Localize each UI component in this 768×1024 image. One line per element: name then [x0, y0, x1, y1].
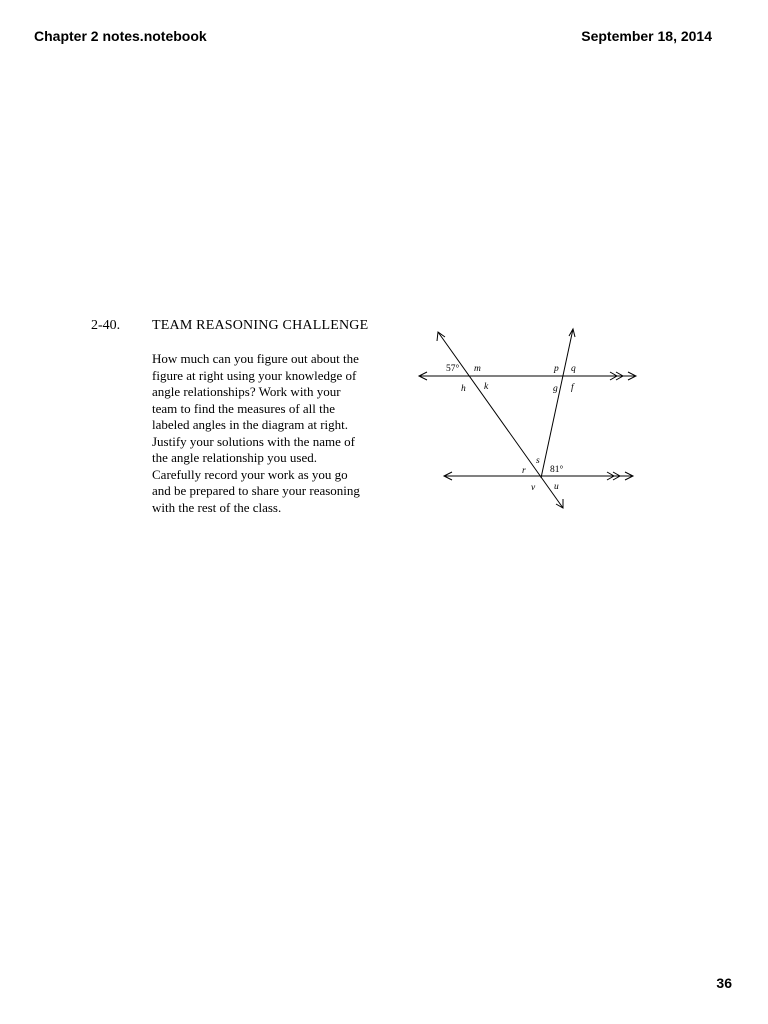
problem-body-line: and be prepared to share your reasoning — [152, 483, 360, 498]
problem-number: 2-40. — [91, 318, 121, 333]
angle-label-h: h — [461, 384, 466, 394]
problem-body-line: angle relationships? Work with your — [152, 384, 341, 399]
angle-label-f: f — [571, 383, 574, 393]
angle-label-q: q — [571, 364, 576, 374]
angle-label-p: p — [554, 364, 559, 374]
problem-body-line: with the rest of the class. — [152, 499, 282, 515]
angle-label-81: 81° — [550, 465, 564, 475]
angle-label-s: s — [536, 456, 540, 466]
problem-body-line: team to find the measures of all the — [152, 400, 336, 416]
transversal-line-1 — [438, 332, 563, 508]
angle-label-m: m — [474, 364, 481, 374]
problem-body-line: the angle relationship you used. — [152, 450, 317, 465]
angle-label-u: u — [554, 482, 559, 492]
angle-diagram — [410, 320, 650, 520]
problem-body-line: figure at right using your knowledge of — [152, 367, 357, 383]
angle-label-v: v — [531, 483, 536, 493]
problem-title: TEAM REASONING CHALLENGE — [152, 318, 369, 333]
page-number: 36 — [716, 975, 732, 991]
problem-body-line: labeled angles in the diagram at right. — [152, 417, 349, 432]
problem-body-line: Carefully record your work as you go — [152, 466, 348, 482]
transversal-line-2 — [541, 329, 573, 478]
problem-body-line: Justify your solutions with the name of — [152, 433, 355, 449]
angle-label-g: g — [553, 384, 558, 394]
angle-label-r: r — [522, 466, 526, 476]
angle-label-k: k — [484, 382, 489, 392]
problem-body-line: How much can you figure out about the — [152, 351, 359, 366]
page-date: September 18, 2014 — [581, 28, 712, 44]
angle-label-57: 57° — [446, 364, 460, 374]
problem-body — [152, 351, 402, 516]
notebook-title: Chapter 2 notes.notebook — [34, 28, 207, 44]
